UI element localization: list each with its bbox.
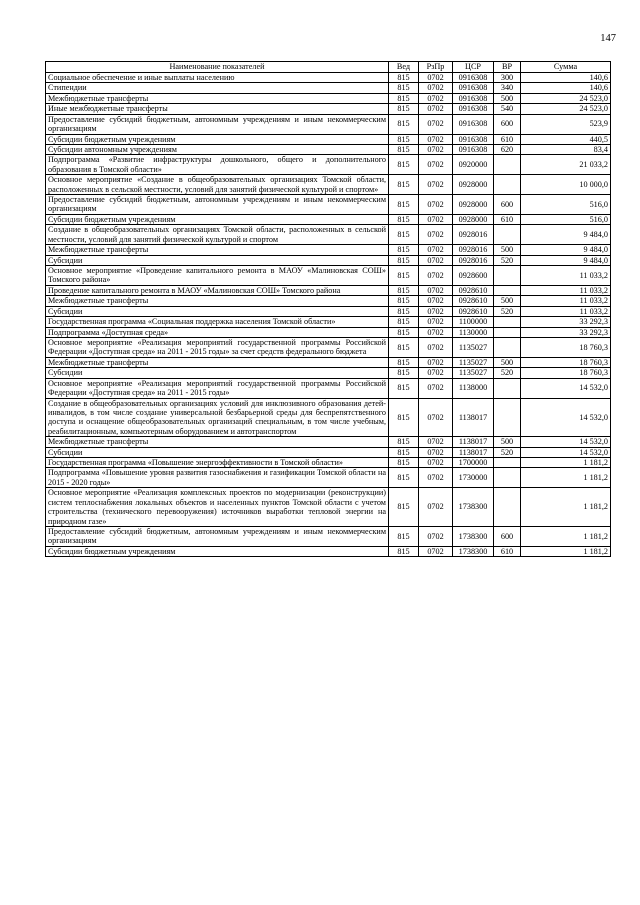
row-ved: 815 (389, 195, 419, 215)
row-csr: 0916308 (453, 104, 494, 114)
row-csr: 0928000 (453, 175, 494, 195)
row-sum: 1 181,2 (521, 526, 611, 546)
row-ved: 815 (389, 357, 419, 367)
table-row (46, 337, 611, 357)
row-vr: 500 (494, 93, 521, 103)
table-row (46, 155, 611, 175)
row-name: Межбюджетные трансферты (46, 245, 389, 255)
row-sum: 9 484,0 (521, 255, 611, 265)
row-csr: 0916308 (453, 144, 494, 154)
row-ved: 815 (389, 458, 419, 468)
row-name: Социальное обеспечение и иные выплаты населению (46, 73, 389, 83)
table-row (46, 526, 611, 546)
row-ved: 815 (389, 114, 419, 134)
row-vr: 600 (494, 526, 521, 546)
table-row (46, 296, 611, 306)
table-row (46, 214, 611, 224)
row-rzpr: 0702 (419, 175, 453, 195)
row-rzpr: 0702 (419, 437, 453, 447)
row-vr (494, 398, 521, 437)
row-rzpr: 0702 (419, 468, 453, 488)
row-rzpr: 0702 (419, 93, 453, 103)
row-csr: 1135027 (453, 368, 494, 378)
row-csr: 0928000 (453, 214, 494, 224)
table-row (46, 458, 611, 468)
row-vr (494, 285, 521, 295)
row-rzpr: 0702 (419, 104, 453, 114)
row-name: Подпрограмма «Повышение уровня развития газоснабжения и газификации Томской области на 2015 - 2020 годы» (46, 468, 389, 488)
header-name: Наименование показателей (46, 62, 389, 73)
row-sum: 11 033,2 (521, 296, 611, 306)
row-vr: 500 (494, 357, 521, 367)
row-sum: 18 760,3 (521, 337, 611, 357)
row-vr: 340 (494, 83, 521, 93)
row-rzpr: 0702 (419, 357, 453, 367)
row-vr: 500 (494, 296, 521, 306)
row-csr: 0928016 (453, 245, 494, 255)
row-vr: 520 (494, 306, 521, 316)
row-sum: 24 523,0 (521, 104, 611, 114)
row-name: Иные межбюджетные трансферты (46, 104, 389, 114)
table-row (46, 327, 611, 337)
row-csr: 1700000 (453, 458, 494, 468)
row-name: Субсидии (46, 368, 389, 378)
row-name: Основное мероприятие «Реализация мероприятий государственной программы Российской Федерации «Доступная среда» на 2011 - 2015 годы» за счет средств федерального бюджета (46, 337, 389, 357)
row-rzpr: 0702 (419, 155, 453, 175)
row-rzpr: 0702 (419, 73, 453, 83)
row-rzpr: 0702 (419, 398, 453, 437)
header-sum: Сумма (521, 62, 611, 73)
row-csr: 1130000 (453, 327, 494, 337)
row-vr (494, 327, 521, 337)
row-ved: 815 (389, 175, 419, 195)
row-csr: 1730000 (453, 468, 494, 488)
row-vr: 520 (494, 447, 521, 457)
row-vr (494, 488, 521, 527)
row-sum: 14 532,0 (521, 437, 611, 447)
row-rzpr: 0702 (419, 337, 453, 357)
header-ved: Вед (389, 62, 419, 73)
row-ved: 815 (389, 368, 419, 378)
table-row (46, 306, 611, 316)
table-row (46, 225, 611, 245)
row-csr: 1100000 (453, 317, 494, 327)
table-row (46, 447, 611, 457)
row-ved: 815 (389, 488, 419, 527)
table-body (46, 73, 611, 557)
row-rzpr: 0702 (419, 327, 453, 337)
row-sum: 140,6 (521, 83, 611, 93)
row-name: Создание в общеобразовательных организациях условий для инклюзивного образования детей-инвалидов, в том числе создание универсальной безбарьерной среды для беспрепятственного доступа и оснащение общеобразовательных организаций специальным, в том числе учебным, реабилитационным, компьютерным оборудованием и автотранспортом (46, 398, 389, 437)
row-rzpr: 0702 (419, 378, 453, 398)
row-ved: 815 (389, 526, 419, 546)
row-rzpr: 0702 (419, 245, 453, 255)
row-sum: 18 760,3 (521, 368, 611, 378)
row-name: Предоставление субсидий бюджетным, автономным учреждениям и иным некоммерческим организациям (46, 114, 389, 134)
row-vr (494, 378, 521, 398)
row-csr: 0916308 (453, 114, 494, 134)
row-vr (494, 317, 521, 327)
table-row (46, 245, 611, 255)
row-rzpr: 0702 (419, 285, 453, 295)
row-name: Межбюджетные трансферты (46, 296, 389, 306)
table-row (46, 266, 611, 286)
row-ved: 815 (389, 144, 419, 154)
row-sum: 10 000,0 (521, 175, 611, 195)
page-number: 147 (600, 33, 616, 44)
row-name: Субсидии бюджетным учреждениям (46, 214, 389, 224)
row-ved: 815 (389, 468, 419, 488)
table-row (46, 195, 611, 215)
row-csr: 0920000 (453, 155, 494, 175)
row-sum: 523,9 (521, 114, 611, 134)
row-name: Предоставление субсидий бюджетным, автономным учреждениям и иным некоммерческим организациям (46, 195, 389, 215)
table-row (46, 134, 611, 144)
row-sum: 1 181,2 (521, 546, 611, 556)
row-name: Субсидии бюджетным учреждениям (46, 546, 389, 556)
row-sum: 21 033,2 (521, 155, 611, 175)
row-ved: 815 (389, 337, 419, 357)
table-row (46, 378, 611, 398)
row-vr (494, 155, 521, 175)
row-ved: 815 (389, 134, 419, 144)
row-ved: 815 (389, 398, 419, 437)
row-rzpr: 0702 (419, 458, 453, 468)
header-rzpr: РзПр (419, 62, 453, 73)
row-rzpr: 0702 (419, 488, 453, 527)
row-vr (494, 337, 521, 357)
row-sum: 140,6 (521, 73, 611, 83)
row-rzpr: 0702 (419, 306, 453, 316)
row-csr: 0928016 (453, 255, 494, 265)
row-ved: 815 (389, 104, 419, 114)
row-ved: 815 (389, 266, 419, 286)
row-rzpr: 0702 (419, 266, 453, 286)
row-csr: 1738300 (453, 546, 494, 556)
table-row (46, 468, 611, 488)
row-vr: 540 (494, 104, 521, 114)
row-vr (494, 225, 521, 245)
row-sum: 14 532,0 (521, 378, 611, 398)
row-vr: 600 (494, 114, 521, 134)
row-csr: 1138017 (453, 437, 494, 447)
row-vr: 610 (494, 134, 521, 144)
row-sum: 516,0 (521, 195, 611, 215)
table-row (46, 285, 611, 295)
row-csr: 0928610 (453, 285, 494, 295)
row-vr (494, 458, 521, 468)
row-ved: 815 (389, 447, 419, 457)
header-csr: ЦСР (453, 62, 494, 73)
row-csr: 0916308 (453, 134, 494, 144)
row-rzpr: 0702 (419, 296, 453, 306)
row-ved: 815 (389, 306, 419, 316)
row-name: Государственная программа «Социальная поддержка населения Томской области» (46, 317, 389, 327)
row-ved: 815 (389, 296, 419, 306)
table-header (46, 62, 611, 73)
row-name: Основное мероприятие «Создание в общеобразовательных организациях Томской области, расположенных в сельской местности, условий для занятий физической культурой и спортом» (46, 175, 389, 195)
row-vr: 520 (494, 368, 521, 378)
row-rzpr: 0702 (419, 195, 453, 215)
row-csr: 1738300 (453, 488, 494, 527)
row-csr: 1135027 (453, 337, 494, 357)
table-row (46, 437, 611, 447)
row-sum: 14 532,0 (521, 447, 611, 457)
table-row (46, 73, 611, 83)
row-name: Основное мероприятие «Реализация мероприятий государственной программы Российской Федерации «Доступная среда» на 2011 - 2015 годы» (46, 378, 389, 398)
row-name: Подпрограмма «Доступная среда» (46, 327, 389, 337)
table-row (46, 398, 611, 437)
row-rzpr: 0702 (419, 368, 453, 378)
row-csr: 0916308 (453, 93, 494, 103)
row-sum: 24 523,0 (521, 93, 611, 103)
row-ved: 815 (389, 378, 419, 398)
row-name: Субсидии (46, 306, 389, 316)
row-csr: 0928610 (453, 306, 494, 316)
row-name: Субсидии бюджетным учреждениям (46, 134, 389, 144)
row-csr: 1135027 (453, 357, 494, 367)
row-rzpr: 0702 (419, 134, 453, 144)
table-row (46, 144, 611, 154)
table-row (46, 368, 611, 378)
row-name: Основное мероприятие «Проведение капитального ремонта в МАОУ «Малиновская СОШ» Томского района» (46, 266, 389, 286)
row-ved: 815 (389, 83, 419, 93)
row-name: Создание в общеобразовательных организациях Томской области, расположенных в сельской местности, условий для занятий физической культурой и спортом (46, 225, 389, 245)
row-vr: 610 (494, 214, 521, 224)
row-name: Стипендии (46, 83, 389, 93)
row-vr (494, 266, 521, 286)
row-sum: 33 292,3 (521, 327, 611, 337)
row-rzpr: 0702 (419, 214, 453, 224)
row-name: Предоставление субсидий бюджетным, автономным учреждениям и иным некоммерческим организациям (46, 526, 389, 546)
row-vr (494, 175, 521, 195)
row-ved: 815 (389, 255, 419, 265)
row-sum: 1 181,2 (521, 468, 611, 488)
row-vr: 520 (494, 255, 521, 265)
row-rzpr: 0702 (419, 317, 453, 327)
table-row (46, 175, 611, 195)
budget-table (45, 61, 611, 557)
row-ved: 815 (389, 317, 419, 327)
row-name: Государственная программа «Повышение энергоэффективности в Томской области» (46, 458, 389, 468)
row-rzpr: 0702 (419, 114, 453, 134)
row-sum: 83,4 (521, 144, 611, 154)
table-row (46, 104, 611, 114)
row-vr: 300 (494, 73, 521, 83)
row-sum: 11 033,2 (521, 285, 611, 295)
row-ved: 815 (389, 93, 419, 103)
row-csr: 0928000 (453, 195, 494, 215)
row-rzpr: 0702 (419, 447, 453, 457)
row-sum: 440,5 (521, 134, 611, 144)
row-ved: 815 (389, 285, 419, 295)
table-row (46, 114, 611, 134)
row-name: Межбюджетные трансферты (46, 357, 389, 367)
row-ved: 815 (389, 225, 419, 245)
header-vr: ВР (494, 62, 521, 73)
row-name: Субсидии (46, 255, 389, 265)
row-vr: 500 (494, 437, 521, 447)
row-rzpr: 0702 (419, 255, 453, 265)
row-vr: 600 (494, 195, 521, 215)
table-row (46, 93, 611, 103)
row-csr: 0916308 (453, 73, 494, 83)
row-csr: 1738300 (453, 526, 494, 546)
row-sum: 516,0 (521, 214, 611, 224)
table-row (46, 83, 611, 93)
row-vr (494, 468, 521, 488)
row-rzpr: 0702 (419, 83, 453, 93)
row-vr: 610 (494, 546, 521, 556)
row-vr: 620 (494, 144, 521, 154)
row-sum: 1 181,2 (521, 458, 611, 468)
row-rzpr: 0702 (419, 225, 453, 245)
row-sum: 11 033,2 (521, 266, 611, 286)
row-csr: 1138017 (453, 447, 494, 457)
row-sum: 9 484,0 (521, 245, 611, 255)
row-ved: 815 (389, 437, 419, 447)
table-row (46, 255, 611, 265)
row-ved: 815 (389, 73, 419, 83)
row-name: Межбюджетные трансферты (46, 93, 389, 103)
row-csr: 0928610 (453, 296, 494, 306)
table-row (46, 357, 611, 367)
row-ved: 815 (389, 327, 419, 337)
row-sum: 9 484,0 (521, 225, 611, 245)
row-name: Основное мероприятие «Реализация комплексных проектов по модернизации (реконструкции) систем теплоснабжения локальных объектов и населенных пунктов Томской области с учетом строительства (технического перевооружения) источников выработки тепловой энергии на природном газе» (46, 488, 389, 527)
row-sum: 33 292,3 (521, 317, 611, 327)
row-rzpr: 0702 (419, 546, 453, 556)
row-name: Проведение капитального ремонта в МАОУ «Малиновская СОШ» Томского района (46, 285, 389, 295)
table-row (46, 488, 611, 527)
row-csr: 0928600 (453, 266, 494, 286)
row-rzpr: 0702 (419, 526, 453, 546)
header-row (46, 62, 611, 73)
row-rzpr: 0702 (419, 144, 453, 154)
row-sum: 14 532,0 (521, 398, 611, 437)
row-csr: 1138017 (453, 398, 494, 437)
table-row (46, 546, 611, 556)
row-vr: 500 (494, 245, 521, 255)
row-ved: 815 (389, 245, 419, 255)
row-sum: 18 760,3 (521, 357, 611, 367)
row-ved: 815 (389, 546, 419, 556)
row-sum: 1 181,2 (521, 488, 611, 527)
row-csr: 1138000 (453, 378, 494, 398)
row-name: Подпрограмма «Развитие инфраструктуры дошкольного, общего и дополнительного образования в Томской области» (46, 155, 389, 175)
row-name: Субсидии автономным учреждениям (46, 144, 389, 154)
row-ved: 815 (389, 214, 419, 224)
row-csr: 0928016 (453, 225, 494, 245)
row-csr: 0916308 (453, 83, 494, 93)
row-sum: 11 033,2 (521, 306, 611, 316)
row-name: Субсидии (46, 447, 389, 457)
row-name: Межбюджетные трансферты (46, 437, 389, 447)
table-row (46, 317, 611, 327)
row-ved: 815 (389, 155, 419, 175)
